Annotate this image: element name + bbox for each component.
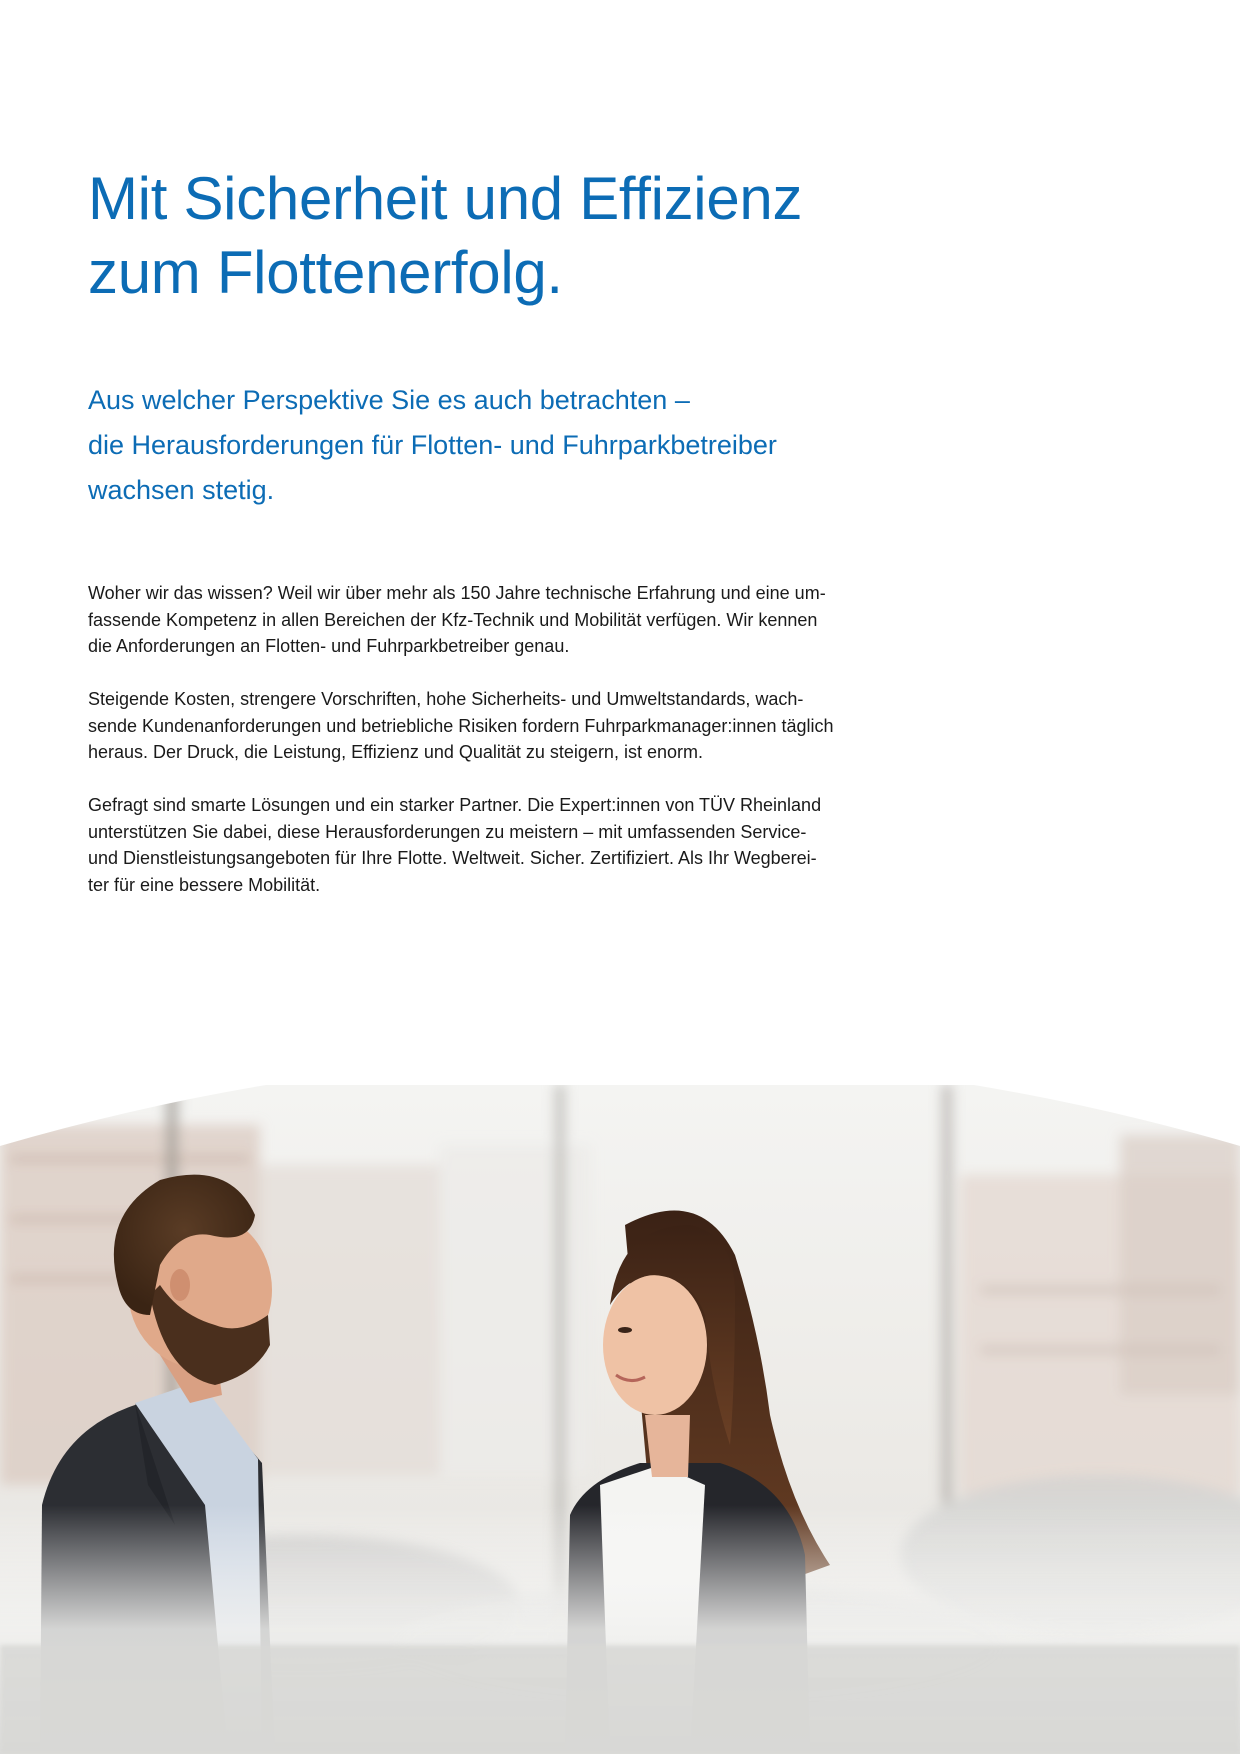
page-title-line-2: zum Flottenerfolg. [88,239,563,306]
lead-text [88,378,1008,513]
paragraph-line: sende Kundenanforderungen und betriebliche Risiken fordern Fuhrparkmanager:innen täglich [88,715,834,736]
paragraph-line: die Anforderungen an Flotten- und Fuhrparkbetreiber genau. [88,636,570,656]
page-title-line-1: Mit Sicherheit und Effizienz [88,165,803,232]
paragraph-line: Steigende Kosten, strengere Vorschriften, hohe Sicherheits- und Umweltstandards, wach- [88,689,804,709]
lead-line-3: wachsen stetig. [88,475,275,505]
photo-scene [0,1085,1240,1754]
lead-line-2: die Herausforderungen für Flotten- und Fuhrparkbetreiber [88,430,777,460]
paragraph-line: Gefragt sind smarte Lösungen und ein starker Partner. Die Expert:innen von TÜV Rheinland [88,795,822,815]
hero-photo [0,1085,1240,1754]
paragraph-1 [88,580,908,660]
paragraph-line: heraus. Der Druck, die Leistung, Effizienz und Qualität zu steigern, ist enorm. [88,742,703,762]
paragraph-line: ter für eine bessere Mobilität. [88,874,321,895]
page-title [88,162,988,310]
paragraph-3 [88,792,908,898]
body-text [88,580,908,925]
paragraph-line: Woher wir das wissen? Weil wir über mehr als 150 Jahre technische Erfahrung und eine um- [88,583,826,603]
paragraph-line: fassende Kompetenz in allen Bereichen der Kfz-Technik und Mobilität verfügen. Wir kennen [88,609,818,630]
paragraph-2 [88,686,908,766]
lead-line-1: Aus welcher Perspektive Sie es auch betrachten – [88,385,690,415]
paragraph-line: unterstützen Sie dabei, diese Herausforderungen zu meistern – mit umfassenden Service- [88,821,807,842]
paragraph-line: und Dienstleistungsangeboten für Ihre Flotte. Weltweit. Sicher. Zertifiziert. Als Ihr Wegberei- [88,848,817,868]
